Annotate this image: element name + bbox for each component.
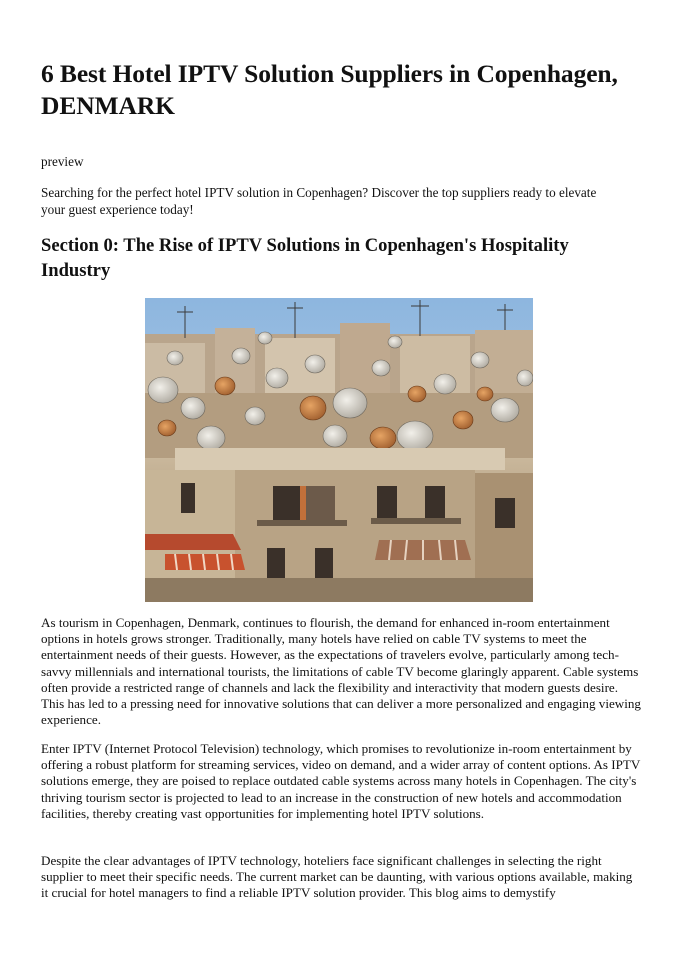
section-heading: Section 0: The Rise of IPTV Solutions in Copenhagen's Hospitality Industry xyxy=(41,235,569,281)
rooftop-satellite-dishes-photo xyxy=(145,298,533,602)
article-title: 6 Best Hotel IPTV Solution Suppliers in Copenhagen, DENMARK xyxy=(41,59,618,120)
intro-paragraph: Searching for the perfect hotel IPTV solution in Copenhagen? Discover the top suppliers ready to elevate your guest experience today! xyxy=(41,185,597,217)
body-paragraph: As tourism in Copenhagen, Denmark, continues to flourish, the demand for enhanced in-room entertainment options in hotels grows stronger. Traditionally, many hotels have relied on cable TV systems to meet the entertainment needs of their guests. However, as the expectations of travelers evolve, particularly among tech-savvy millennials and international tourists, the limitations of cable TV become glaringly apparent. Cable systems often provide a restricted range of channels and lack the flexibility and interactivity that modern guests desire. This has led to a pressing need for innovative solutions that can deliver a more personalized and engaging viewing experience. xyxy=(41,615,641,728)
body-paragraph: Enter IPTV (Internet Protocol Television) technology, which promises to revolutionize in-room entertainment by offering a robust platform for streaming services, video on demand, and a wider array of content options. As IPTV solutions emerge, they are poised to replace outdated cable systems across many hotels in Copenhagen. The city's thriving tourism sector is projected to lead to an increase in the construction of new hotels and accommodation facilities, thereby creating vast opportunities for implementing hotel IPTV solutions. xyxy=(41,741,641,821)
preview-label: preview xyxy=(41,154,84,169)
body-paragraph: Despite the clear advantages of IPTV technology, hoteliers face significant challenges in selecting the right supplier to meet their specific needs. The current market can be daunting, with various options available, making it crucial for hotel managers to find a reliable IPTV solution provider. This blog aims to demystify xyxy=(41,853,633,901)
